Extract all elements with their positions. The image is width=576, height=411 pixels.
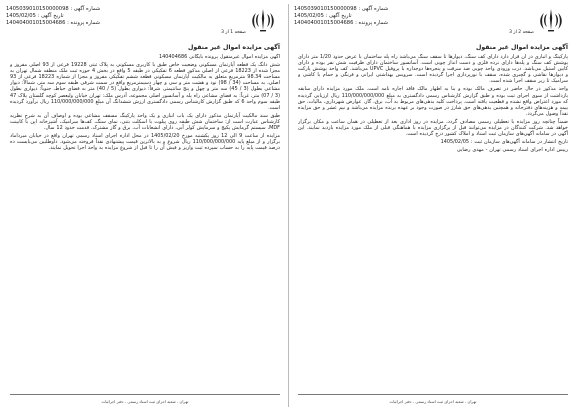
document-page-1 bbox=[4, 4, 286, 407]
iran-emblem-icon bbox=[248, 6, 278, 36]
page-footer: تهران - شعبه اجرای ثبت اسناد رسمی - دفتر اجرائیات bbox=[389, 399, 477, 404]
notice-title: آگهی مزایده اموال غیر منقول bbox=[187, 44, 280, 51]
notice-number: شماره آگهی : 1405039010150000098 bbox=[294, 6, 389, 12]
paragraph: طبق سند مالکیت آپارتمان مذکور دارای یک باب انباری و یک واحد پارکینگ مسقف مشاعی بوده و اوصاف آن به شرح نظریه کارشناس عبارت است از: ساختمان شش طبقه روی پیلوت با اسکلت بتنی، نمای سنگ، کف‌ها سرامیک، آشپزخانه اپن با کابینت MDF، سیستم گرمایش پکیج و سرمایش کولر آبی، دارای انشعابات آب، برق و گاز مشترک، قدمت حدود 12 سال. bbox=[10, 112, 280, 132]
paragraph: ضمناً چنانچه روز مزایده با تعطیلی رسمی مصادف گردد، مزایده در روز اداری بعد از تعطیلی در همان ساعت و مکان برگزار خواهد شد. شرکت کنندگان در مزایده می‌توانند قبل از برگزاری مزایده با هماهنگی قبلی از ملک مورد مزایده بازدید نمایند. این آگهی در سامانه آگهی‌های سازمان ثبت اسناد و املاک کشور درج گردیده است. bbox=[298, 118, 568, 138]
footer-divider bbox=[298, 394, 568, 395]
notice-body bbox=[298, 54, 568, 389]
document-page-2 bbox=[292, 4, 574, 407]
notice-body bbox=[10, 54, 280, 389]
notice-title: آگهی مزایده اموال غیر منقول bbox=[475, 44, 568, 51]
paragraph: واحد مذکور در حال حاضر در تصرف مالک بوده و بنا به اظهار مالک فاقد اجاره نامه است. ملک مورد مزایده دارای سابقه بازداشت از سوی اجرای ثبت بوده و طبق گزارش کارشناس رسمی دادگستری به مبلغ 110/000/000/000 ریال ارزیابی گردیده که مورد اعتراض واقع نشده و قطعیت یافته است. پرداخت کلیه بدهی‌های مربوط به آب، برق، گاز، عوارض شهرداری، مالیات، حق بیمه و هزینه‌های دفترخانه و همچنین بدهی‌های حق شارژ در صورت وجود بر عهده برنده مزایده می‌باشد و نیم عشر و حق مزایده نقداً وصول می‌گردد. bbox=[298, 86, 568, 117]
notice-date: تاریخ آگهی : 1405/02/05 bbox=[6, 13, 64, 20]
page-footer: تهران - شعبه اجرای ثبت اسناد رسمی - دفتر اجرائیات bbox=[101, 399, 189, 404]
page-number: صفحه 2 از 3 bbox=[509, 30, 534, 35]
page-header bbox=[4, 4, 286, 42]
signature-line: رییس اداره اجرای اسناد رسمی تهران - مهدی رضایی bbox=[456, 147, 568, 154]
footer-divider bbox=[10, 394, 280, 395]
page-divider bbox=[288, 4, 289, 407]
notice-meta bbox=[6, 6, 116, 28]
case-number: شماره پرونده : 140404001015004686 bbox=[294, 20, 388, 27]
paragraph: پارکینگ و انباری در آن قرار دارد دارای کف سنگ، دیوارها تا سقف سنگ می‌باشد راه پله ساختمان با عرض حدود 1/20 متر دارای پوشش کف سنگ و پله‌ها دارای نرده فلزی و دست انداز چوبی است. آسانسور ساختمان دارای ظرفیت شش نفر بوده و دارای کابین استیل می‌باشد. درب ورودی واحد چوبی ضد سرقت و پنجره‌ها دوجداره با پروفیل UPVC می‌باشد. کف واحد پوشش پارکت و دیوارها نقاشی و گچبری شده، سقف با نورپردازی اجرا گردیده است. سرویس بهداشتی ایرانی و فرنگی و حمام با کاشی و سرامیک تا زیر سقف اجرا شده است. bbox=[298, 54, 568, 85]
publish-date: تاریخ انتشار در سامانه آگهی‌های سازمان ثبت : 1405/02/05 bbox=[440, 139, 568, 146]
paragraph: مزایده از ساعت 9 الی 12 روز یکشنبه مورخ 1405/02/20 در محل اداره اجرای اسناد رسمی تهران واقع در خیابان میرداماد برگزار و از مبلغ پایه 110/000/000/000 ریال شروع و به بالاترین قیمت پیشنهادی نقداً فروخته می‌شود. داوطلبین می‌بایست ده درصد قیمت پایه را به حساب سپرده ثبت واریز و فیش آن را تا قبل از شروع مزایده به واحد اجرا تحویل نمایند. bbox=[10, 133, 280, 152]
page-number: صفحه 1 از 3 bbox=[221, 30, 246, 35]
case-number: شماره پرونده : 140404001015004686 bbox=[6, 20, 100, 27]
notice-meta bbox=[294, 6, 404, 28]
paragraph: شش دانگ یک قطعه آپارتمان مسکونی وضعیت خاص طبق با کاربری مسکونی به پلاک ثبتی 19228 فرعی از 93 اصلی مفروز و مجزا شده از 18223 فرعی از اصلی مذکور قطعه 6 تفکیکی در طبقه 5 واقع در بخش 4 حوزه ثبت ملک منطقه شمال تهران به مساحت 98.34 مترمربع متعلق به مالکیت آپارتمان مسکونی قطعه ششم تفکیکی مفروز و مجزا از شماره 18223 فرعی از 93 اصلی، به مساحت (34 / 98) نود و هشت متر و سی و چهار دسیمترمربع واقع در سمت شرقی طبقه سوم سه متر، شمالاً: دیوار مشاعی بطول (3 / 45) سه متر و چهل و پنج سانتیمتر، شرقاً: دیواری بطول (5 / 40) متر به فضای حیاط، جنوباً: دیواری بطول (3 / 07) متر، غرباً: به فضای مشاعی راه پله و آسانسور اصلی مجموعه، آدرس ملک: تهران خیابان ولیعصر کوچه گلستان پلاک 47 طبقه سوم واحد 6 که طبق گزارش کارشناس رسمی دادگستری ارزش ششدانگ آن مبلغ 110/000/000/000 ریال برآورد گردیده است. bbox=[10, 62, 280, 111]
notice-date: تاریخ آگهی : 1405/02/05 bbox=[294, 13, 352, 20]
paragraph: آگهی مزایده اموال غیرمنقول پرونده بایگانی 140404686 bbox=[158, 54, 280, 60]
page-header bbox=[292, 4, 574, 42]
notice-number: شماره آگهی : 1405039010150000098 bbox=[6, 6, 101, 12]
iran-emblem-icon bbox=[536, 6, 566, 36]
